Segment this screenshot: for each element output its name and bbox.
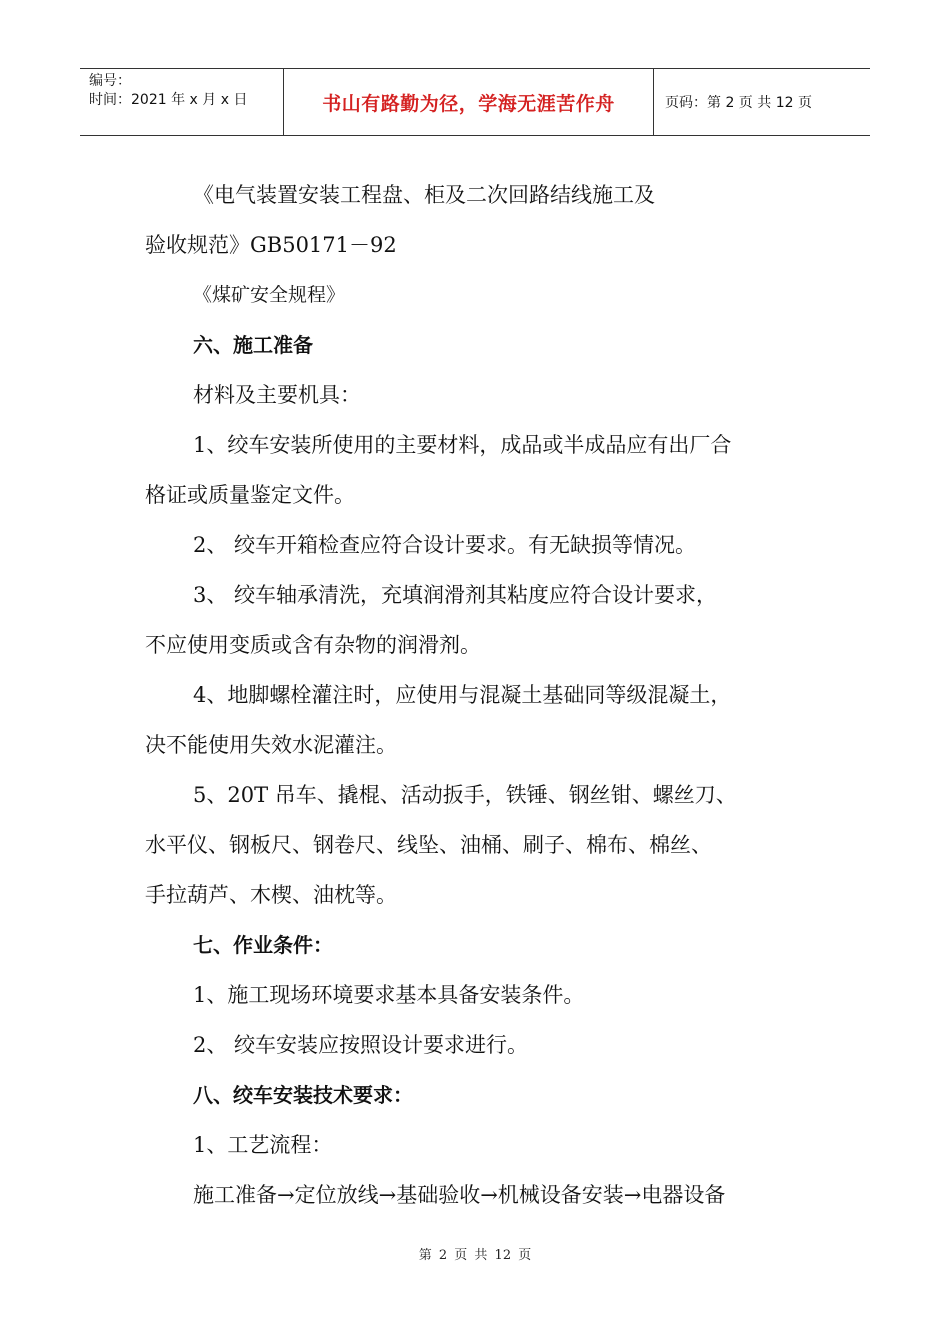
header-motto-cell	[283, 69, 654, 135]
body-line: 2、 绞车安装应按照设计要求进行。	[193, 1033, 529, 1057]
header-motto: 书山有路勤为径，学海无涯苦作舟	[322, 92, 615, 115]
header-page-cell	[654, 69, 870, 135]
page-footer: 第 2 页 共 12 页	[418, 1248, 532, 1263]
body-line: 5、20T 吊车、撬棍、活动扳手，铁锤、钢丝钳、螺丝刀、	[193, 783, 737, 807]
body-line: 2、 绞车开箱检查应符合设计要求。有无缺损等情况。	[193, 533, 697, 557]
body-line: 1、施工现场环境要求基本具备安装条件。	[193, 983, 585, 1007]
document-number-label: 编号：	[89, 73, 131, 89]
body-line: 水平仪、钢板尺、钢卷尺、线坠、油桶、刷子、棉布、棉丝、	[145, 833, 712, 857]
body-line: 决不能使用失效水泥灌注。	[145, 733, 397, 757]
body-line: 1、工艺流程：	[193, 1133, 333, 1157]
section-heading: 七、作业条件：	[193, 933, 333, 957]
section-heading: 八、绞车安装技术要求：	[193, 1083, 413, 1107]
document-time-label: 时间：2021 年 x 月 x 日	[89, 92, 248, 108]
body-line: 施工准备→定位放线→基础验收→机械设备安装→电器设备	[193, 1183, 726, 1207]
body-line: 验收规范》GB50171－92	[145, 233, 397, 257]
body-line: 材料及主要机具：	[193, 383, 361, 407]
body-line: 1、绞车安装所使用的主要材料，成品或半成品应有出厂合	[193, 433, 732, 457]
document-body	[145, 170, 815, 1220]
body-line: 手拉葫芦、木楔、油枕等。	[145, 883, 397, 907]
body-line: 3、 绞车轴承清洗，充填润滑剂其粘度应符合设计要求，	[193, 583, 718, 607]
header-page-info: 页码：第 2 页 共 12 页	[665, 95, 812, 111]
body-line: 不应使用变质或含有杂物的润滑剂。	[145, 633, 481, 657]
body-line: 4、地脚螺栓灌注时，应使用与混凝土基础同等级混凝土，	[193, 683, 732, 707]
body-line: 格证或质量鉴定文件。	[145, 483, 355, 507]
section-heading: 六、施工准备	[193, 333, 313, 357]
body-line: 《煤矿安全规程》	[193, 284, 346, 306]
header-meta-cell	[80, 69, 283, 135]
body-line: 《电气装置安装工程盘、柜及二次回路结线施工及	[193, 183, 655, 207]
document-header	[80, 68, 870, 136]
